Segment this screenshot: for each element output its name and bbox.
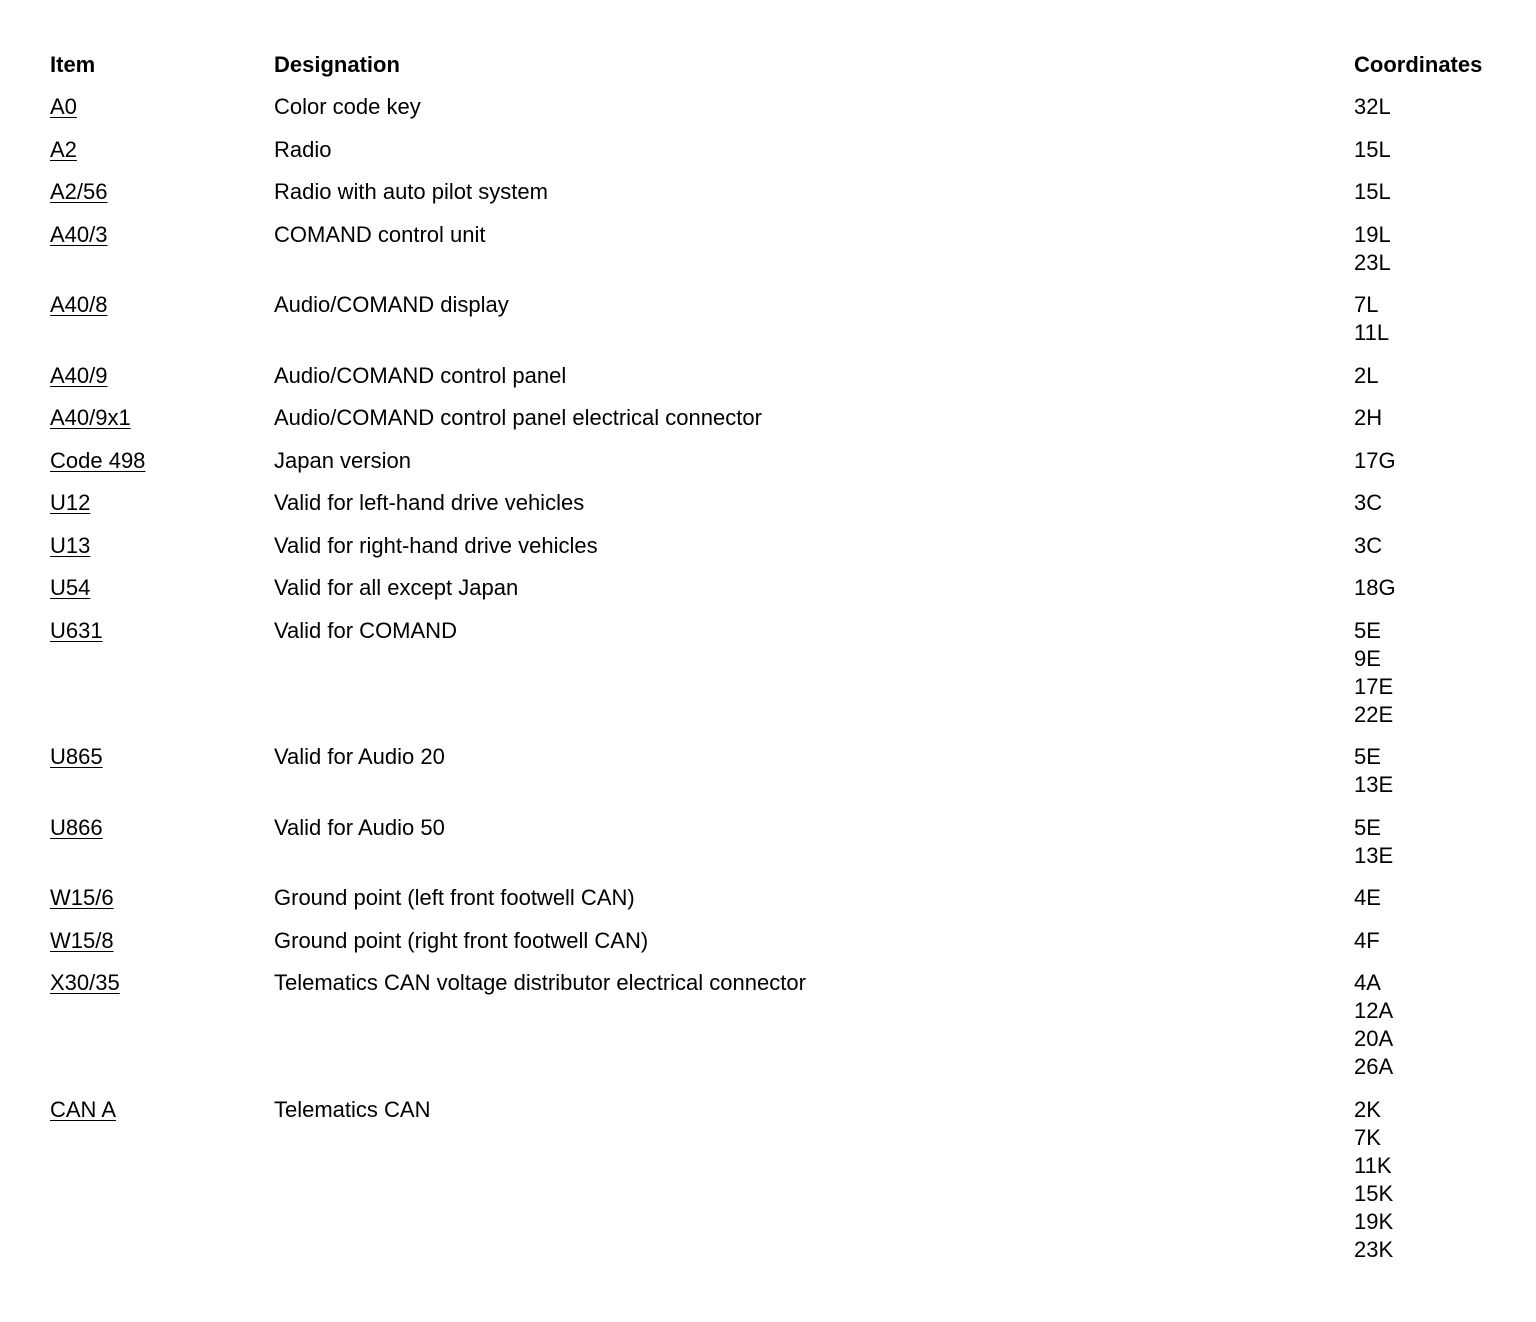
table-body	[50, 93, 1520, 1264]
coordinate-value: 19L	[1354, 221, 1391, 247]
coordinate-value: 5E	[1354, 814, 1381, 840]
coordinate-value: 2L	[1354, 362, 1379, 388]
item-cell	[50, 617, 274, 645]
item-cell	[50, 362, 274, 390]
table-row	[50, 404, 1520, 432]
coordinate-value: 13E	[1354, 842, 1394, 868]
item-link[interactable]: X30/35	[50, 970, 120, 995]
designation-cell: Color code key	[274, 94, 421, 119]
coordinates-cell	[1354, 362, 1520, 390]
coordinates-cell	[1354, 574, 1520, 602]
designation-cell: Valid for Audio 20	[274, 744, 445, 769]
coordinate-value: 17G	[1354, 447, 1396, 473]
item-cell	[50, 93, 274, 121]
coordinate-value: 32L	[1354, 94, 1391, 119]
item-cell	[50, 927, 274, 955]
item-link[interactable]: A0	[50, 94, 77, 119]
designation-cell: Valid for right-hand drive vehicles	[274, 532, 598, 558]
coordinate-value: 9E	[1354, 645, 1381, 671]
coordinate-value: 4F	[1354, 927, 1380, 953]
coordinate-value: 15K	[1354, 1180, 1394, 1206]
item-cell	[50, 1096, 274, 1124]
item-link[interactable]: Code 498	[50, 447, 146, 473]
table-row	[50, 489, 1520, 517]
coordinates-cell	[1354, 447, 1520, 475]
coordinates-cell	[1354, 404, 1520, 432]
table-row	[50, 927, 1520, 955]
table-row	[50, 93, 1520, 121]
designation-cell: Ground point (left front footwell CAN)	[274, 885, 635, 910]
item-cell	[50, 743, 274, 771]
item-link[interactable]: A40/9x1	[50, 405, 131, 430]
designation-cell: Valid for all except Japan	[274, 575, 519, 600]
table-row	[50, 447, 1520, 475]
header-coordinates: Coordinates	[1354, 52, 1483, 77]
item-cell	[50, 574, 274, 602]
coordinate-value: 2K	[1354, 1096, 1381, 1122]
item-link[interactable]: A2	[50, 136, 77, 162]
item-cell	[50, 489, 274, 517]
coordinate-value: 18G	[1354, 575, 1396, 600]
item-link[interactable]: U631	[50, 617, 103, 643]
item-link[interactable]: U12	[50, 490, 91, 515]
header-item: Item	[50, 52, 96, 77]
coordinate-value: 20A	[1354, 1026, 1394, 1051]
coordinate-value: 23K	[1354, 1236, 1394, 1262]
designation-cell: Audio/COMAND control panel electrical connector	[274, 405, 762, 430]
table-row	[50, 969, 1520, 1081]
designation-cell: Valid for COMAND	[274, 617, 457, 643]
item-cell	[50, 136, 274, 164]
item-cell	[50, 221, 274, 249]
item-cell	[50, 884, 274, 912]
table-row	[50, 178, 1520, 206]
designation-cell: Telematics CAN voltage distributor electrical connector	[274, 970, 806, 995]
item-cell	[50, 178, 274, 206]
coordinate-value: 3C	[1354, 532, 1383, 558]
coordinates-cell	[1354, 136, 1520, 164]
designation-cell: Telematics CAN	[274, 1096, 431, 1122]
designation-cell: Valid for Audio 50	[274, 814, 445, 840]
coordinate-value: 2H	[1354, 405, 1383, 430]
component-table	[50, 51, 1520, 1278]
designation-cell: Audio/COMAND display	[274, 292, 509, 317]
table-row	[50, 221, 1520, 277]
coordinates-cell	[1354, 291, 1520, 347]
coordinate-value: 11L	[1354, 320, 1390, 345]
coordinates-cell	[1354, 814, 1520, 870]
designation-cell: Radio with auto pilot system	[274, 179, 548, 204]
item-link[interactable]: CAN A	[50, 1096, 117, 1122]
coordinates-cell	[1354, 969, 1520, 1081]
table-row	[50, 1096, 1520, 1264]
coordinates-cell	[1354, 1096, 1520, 1264]
coordinate-value: 15L	[1354, 136, 1391, 162]
coordinate-value: 23L	[1354, 249, 1391, 275]
coordinates-cell	[1354, 221, 1520, 277]
item-link[interactable]: W15/6	[50, 885, 114, 910]
item-link[interactable]: A40/9	[50, 362, 108, 388]
table-row	[50, 884, 1520, 912]
item-link[interactable]: A2/56	[50, 179, 108, 204]
coordinates-cell	[1354, 927, 1520, 955]
coordinate-value: 13E	[1354, 772, 1394, 797]
designation-cell: Valid for left-hand drive vehicles	[274, 490, 585, 515]
coordinate-value: 12A	[1354, 998, 1394, 1023]
coordinates-cell	[1354, 532, 1520, 560]
coordinates-cell	[1354, 93, 1520, 121]
coordinate-value: 7L	[1354, 292, 1379, 317]
table-row	[50, 532, 1520, 560]
item-link[interactable]: A40/3	[50, 221, 108, 247]
item-link[interactable]: U54	[50, 575, 91, 600]
designation-cell: Audio/COMAND control panel	[274, 362, 567, 388]
table-row	[50, 814, 1520, 870]
item-link[interactable]: W15/8	[50, 927, 114, 953]
item-link[interactable]: A40/8	[50, 292, 108, 317]
coordinate-value: 5E	[1354, 744, 1381, 769]
coordinate-value: 15L	[1354, 179, 1391, 204]
coordinate-value: 26A	[1354, 1054, 1394, 1079]
item-cell	[50, 404, 274, 432]
table-row	[50, 362, 1520, 390]
coordinate-value: 7K	[1354, 1124, 1381, 1150]
table-row	[50, 617, 1520, 729]
designation-cell: Japan version	[274, 447, 411, 473]
designation-cell: Radio	[274, 136, 332, 162]
item-cell	[50, 532, 274, 560]
coordinates-cell	[1354, 884, 1520, 912]
item-cell	[50, 814, 274, 842]
item-link[interactable]: U866	[50, 814, 103, 840]
coordinate-value: 11K	[1354, 1152, 1392, 1178]
coordinate-value: 17E	[1354, 673, 1394, 699]
header-designation: Designation	[274, 52, 400, 77]
coordinates-cell	[1354, 178, 1520, 206]
coordinate-value: 5E	[1354, 617, 1381, 643]
table-row	[50, 574, 1520, 602]
coordinate-value: 22E	[1354, 701, 1394, 727]
designation-cell: Ground point (right front footwell CAN)	[274, 927, 649, 953]
table-row	[50, 743, 1520, 799]
item-cell	[50, 291, 274, 319]
table-header	[50, 51, 1520, 79]
designation-cell: COMAND control unit	[274, 221, 486, 247]
item-link[interactable]: U13	[50, 532, 91, 558]
coordinate-value: 3C	[1354, 490, 1383, 515]
coordinates-cell	[1354, 489, 1520, 517]
item-link[interactable]: U865	[50, 744, 103, 769]
table-row	[50, 291, 1520, 347]
coordinates-cell	[1354, 617, 1520, 729]
coordinate-value: 4E	[1354, 885, 1381, 910]
table-row	[50, 136, 1520, 164]
coordinates-cell	[1354, 743, 1520, 799]
item-cell	[50, 969, 274, 997]
coordinate-value: 19K	[1354, 1208, 1394, 1234]
coordinate-value: 4A	[1354, 970, 1381, 995]
item-cell	[50, 447, 274, 475]
